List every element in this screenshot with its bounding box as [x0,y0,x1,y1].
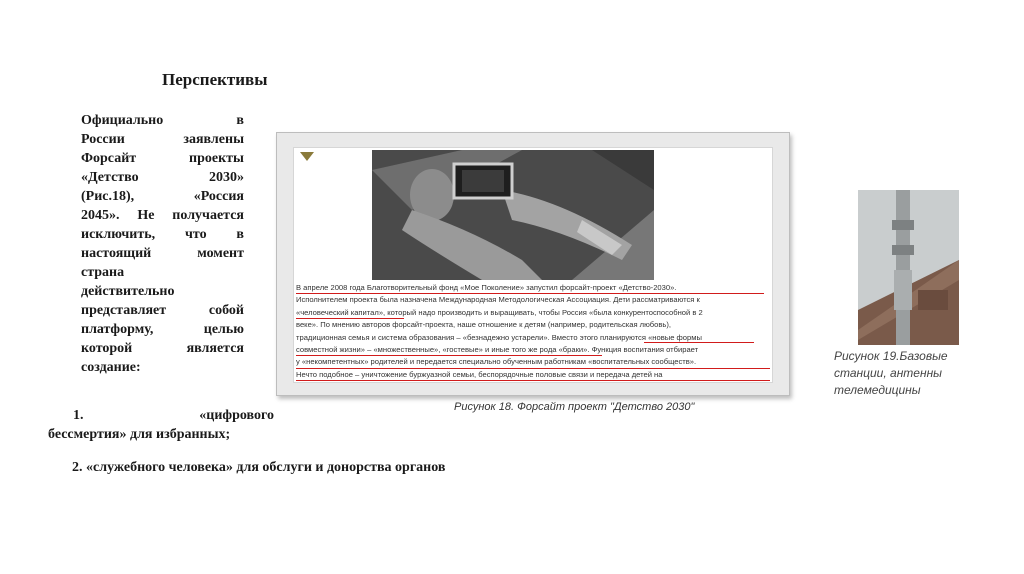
paragraph-line: (Рис.18), «Россия [81,189,244,204]
paragraph-line: Форсайт проекты [81,151,244,166]
caption-line: телемедицины [834,383,921,397]
highlight-underline [296,318,404,319]
list-item-2: 2. «служебного человека» для обслуги и донорства органов [72,460,446,475]
paragraph-line: платформу, целью [81,322,244,337]
paragraph-line: 2045». Не получается [81,208,244,223]
figure-19-caption [834,348,974,399]
caption-line: станции, антенны [834,366,942,380]
list-item-text: бессмертия» для избранных; [48,427,231,442]
scan-line: В апреле 2008 года Благотворительный фонд «Мое Поколение» запустил форсайт-проект «Детство-2030». [296,283,677,292]
list-item-text: «цифрового [199,408,274,423]
paragraph-line: исключить, что в [81,227,244,242]
paragraph-line: представляет собой [81,303,244,318]
highlight-underline [644,342,754,343]
scan-line: традиционная семья и система образования – «безнадежно устарели». Вместо этого планируются «новые формы [296,332,702,342]
figure-18-caption: Рисунок 18. Форсайт проект "Детство 2030" [454,401,695,413]
paragraph-line: которой является [81,341,244,356]
list-item-number: 1. [73,408,84,423]
paragraph-line: Официально в [81,113,244,128]
paragraph-line: создание: [81,360,141,375]
paragraph-line: настоящий момент [81,246,244,261]
list-item-1 [48,406,274,444]
paragraph-line: страна [81,265,125,280]
paragraph-line: России заявлены [81,132,244,147]
highlight-underline [296,293,764,294]
figure-18-frame [276,132,790,396]
paragraph-line: действительно [81,284,175,299]
caption-line: Рисунок 19.Базовые [834,349,948,363]
scan-line: Исполнителем проекта была назначена Международная Методологическая Ассоциация. Дети рассматриваются к [296,295,700,305]
scan-line: «человеческий капитал», который надо производить и выращивать, чтобы Россия «была конкурентоспособной в 2 [296,307,703,317]
figure-18-text [296,282,770,381]
highlight-underline [296,380,770,381]
slide-title: Перспективы [162,70,268,89]
figure-18-photo [372,150,654,280]
scan-line: у «некомпетентных» родителей и передается специально обученным работникам «воспитательных сообществ». [296,357,697,367]
highlight-underline [296,368,770,369]
scan-line: Нечто подобное – уничтожение буржуазной семьи, беспорядочные половые связи и передача детей на [296,369,663,379]
figure-19-photo [858,190,959,345]
figure-18-scan [293,147,773,383]
logo-icon [300,152,314,161]
scan-line: веке». По мнению авторов форсайт-проекта, наше отношение к детям (например, родительская любовь), [296,320,672,330]
scan-line: совместной жизни» – «множественные», «гостевые» и иные того же рода «браки». Функция воспитания отбирает [296,344,699,354]
paragraph-line: «Детство 2030» [81,170,244,185]
highlight-underline [296,355,602,356]
